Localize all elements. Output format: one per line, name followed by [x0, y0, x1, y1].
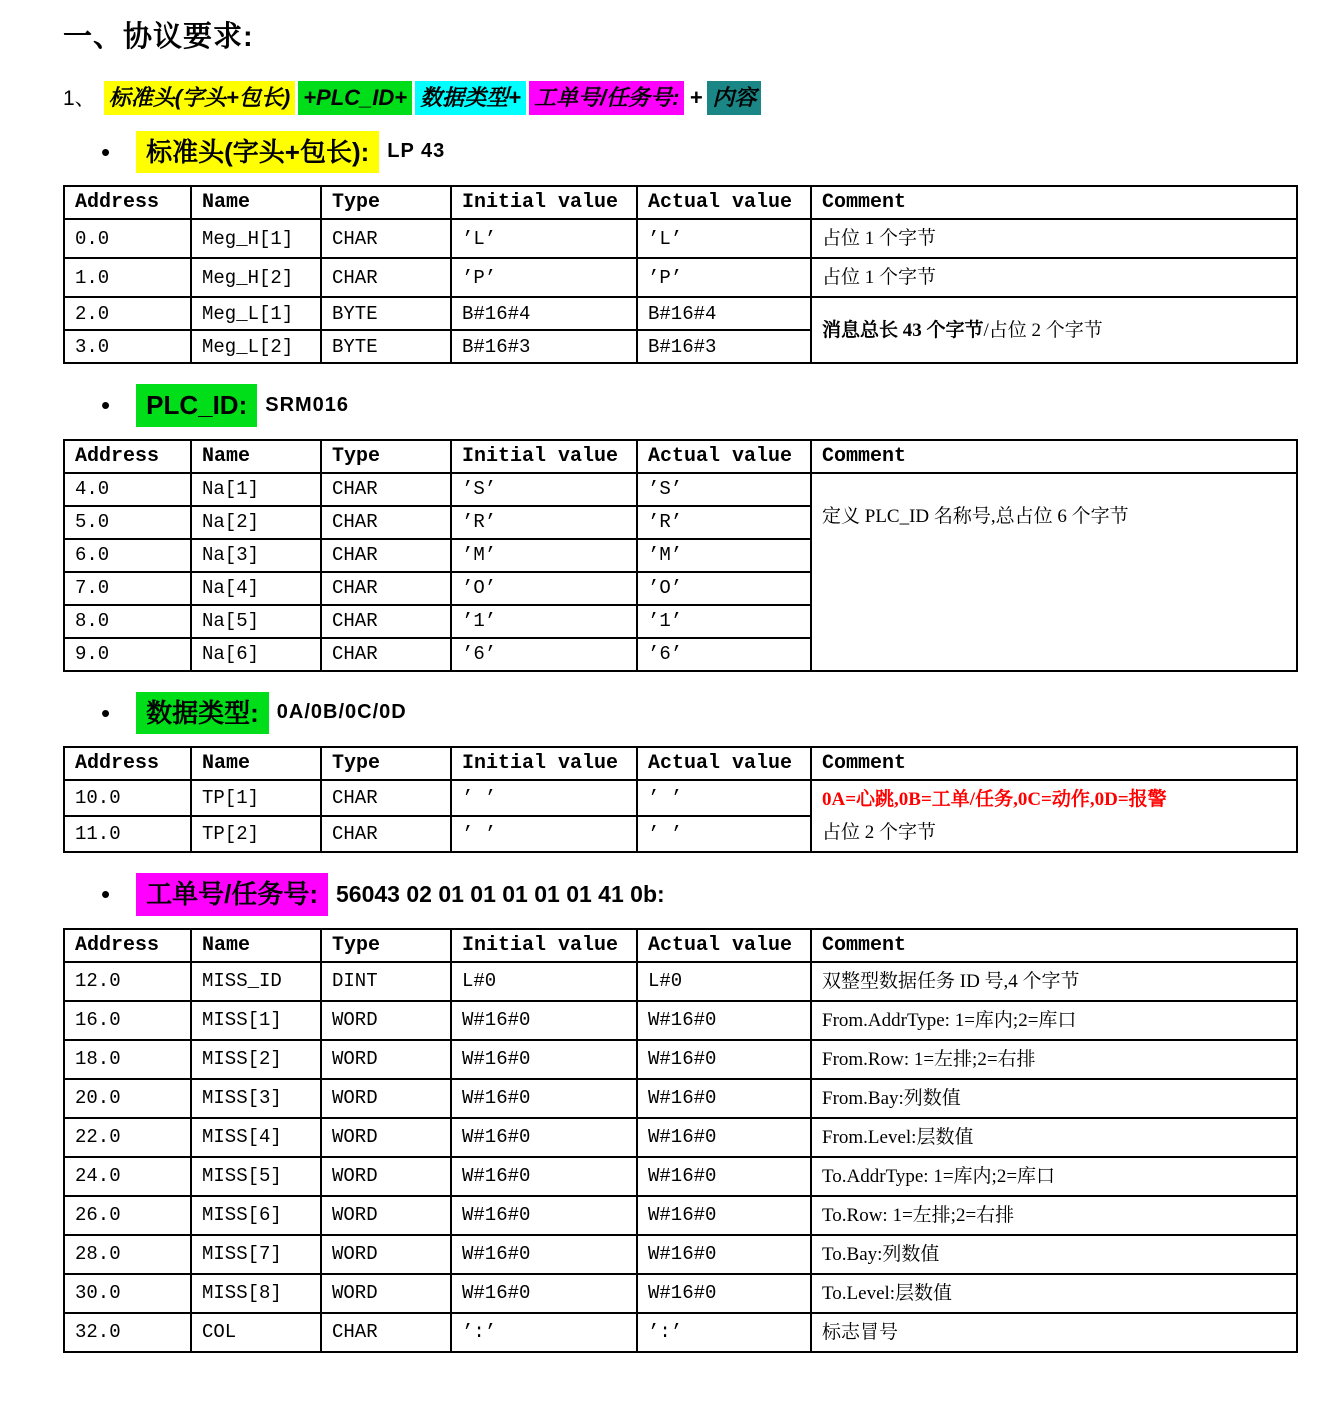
table-cell: 11.0 — [64, 816, 191, 852]
table-header-row — [64, 186, 1297, 219]
comment-text: 占位 1 个字节 — [822, 267, 937, 288]
table-cell: BYTE — [321, 330, 451, 363]
comment-cell — [811, 297, 1297, 363]
comment-text: 0A=心跳,0B=工单/任务,0C=动作,0D=报警 — [822, 789, 1167, 810]
protocol-table — [63, 746, 1298, 853]
table-cell: TP[2] — [191, 816, 321, 852]
comment-text: 占位 2 个字节 — [822, 822, 937, 843]
table-cell: 1.0 — [64, 258, 191, 297]
bullet-icon: • — [101, 879, 111, 910]
table-mount-plc-id — [63, 439, 1296, 672]
column-header: Actual value — [637, 440, 811, 473]
table-cell: B#16#4 — [637, 297, 811, 330]
comment-line — [822, 1316, 1286, 1349]
table-cell: ’L’ — [451, 219, 637, 258]
table-cell: Na[1] — [191, 473, 321, 506]
comment-line — [822, 1121, 1286, 1154]
table-cell: Na[3] — [191, 539, 321, 572]
table-row — [64, 1274, 1297, 1313]
formula-segment: 标准头(字头+包长) — [104, 81, 296, 115]
table-cell: COL — [191, 1313, 321, 1352]
formula-segment: +PLC_ID+ — [298, 81, 412, 115]
comment-cell — [811, 1274, 1297, 1313]
protocol-formula — [63, 81, 1296, 115]
table-cell: B#16#4 — [451, 297, 637, 330]
table-cell: CHAR — [321, 816, 451, 852]
column-header: Initial value — [451, 747, 637, 780]
comment-line — [822, 783, 1286, 816]
table-cell: MISS[2] — [191, 1040, 321, 1079]
section-heading-row — [63, 384, 1296, 427]
column-header: Actual value — [637, 186, 811, 219]
table-cell: ’O’ — [451, 572, 637, 605]
table-mount-work-order — [63, 928, 1296, 1353]
comment-cell — [811, 780, 1297, 852]
table-cell: BYTE — [321, 297, 451, 330]
table-mount-standard-header — [63, 185, 1296, 364]
table-cell: 2.0 — [64, 297, 191, 330]
column-header: Initial value — [451, 186, 637, 219]
table-cell: W#16#0 — [451, 1157, 637, 1196]
comment-line — [822, 1199, 1286, 1232]
table-cell: Na[4] — [191, 572, 321, 605]
table-cell: Meg_H[2] — [191, 258, 321, 297]
bullet-icon: • — [101, 390, 111, 421]
table-cell: 18.0 — [64, 1040, 191, 1079]
table-cell: 32.0 — [64, 1313, 191, 1352]
table-row — [64, 297, 1297, 330]
table-cell: ’M’ — [451, 539, 637, 572]
comment-text: To.AddrType: 1=库内;2=库口 — [822, 1165, 1056, 1187]
table-cell: W#16#0 — [637, 1157, 811, 1196]
table-cell: B#16#3 — [451, 330, 637, 363]
table-row — [64, 1157, 1297, 1196]
comment-line — [822, 500, 1286, 533]
section-value-data-type: 0A/0B/0C/0D — [276, 701, 407, 724]
section-heading-row — [63, 692, 1296, 735]
comment-cell — [811, 1040, 1297, 1079]
section-heading-row — [63, 131, 1296, 174]
table-cell: WORD — [321, 1235, 451, 1274]
comment-line — [822, 222, 1286, 255]
section-title-plc-id: PLC_ID: — [136, 384, 257, 427]
column-header: Actual value — [637, 747, 811, 780]
protocol-formula-segments — [104, 85, 765, 110]
section-title-standard-header: 标准头(字头+包长): — [136, 131, 379, 174]
table-cell: CHAR — [321, 572, 451, 605]
table-cell: 10.0 — [64, 780, 191, 816]
section-value-standard-header: LP 43 — [387, 140, 446, 163]
table-cell: W#16#0 — [637, 1001, 811, 1040]
table-cell: W#16#0 — [637, 1235, 811, 1274]
table-cell: WORD — [321, 1118, 451, 1157]
section-title-work-order: 工单号/任务号: — [136, 873, 328, 916]
table-cell: W#16#0 — [451, 1196, 637, 1235]
column-header: Address — [64, 929, 191, 962]
table-cell: 9.0 — [64, 638, 191, 671]
table-cell: ’:’ — [451, 1313, 637, 1352]
comment-cell — [811, 1313, 1297, 1352]
table-cell: W#16#0 — [451, 1235, 637, 1274]
table-header-row — [64, 440, 1297, 473]
table-cell: ’M’ — [637, 539, 811, 572]
comment-line — [822, 1004, 1286, 1037]
comment-text: To.Row: 1=左排;2=右排 — [822, 1204, 1015, 1226]
table-cell: ’ ’ — [637, 780, 811, 816]
table-cell: 0.0 — [64, 219, 191, 258]
table-cell: W#16#0 — [451, 1118, 637, 1157]
table-cell: 22.0 — [64, 1118, 191, 1157]
column-header: Address — [64, 186, 191, 219]
table-cell: 16.0 — [64, 1001, 191, 1040]
comment-text: From.Row: 1=左排;2=右排 — [822, 1048, 1036, 1070]
table-cell: CHAR — [321, 638, 451, 671]
table-cell: Na[5] — [191, 605, 321, 638]
table-cell: Meg_L[1] — [191, 297, 321, 330]
protocol-table — [63, 185, 1298, 364]
table-cell: 5.0 — [64, 506, 191, 539]
table-cell: 24.0 — [64, 1157, 191, 1196]
comment-line — [822, 1082, 1286, 1115]
table-cell: MISS[6] — [191, 1196, 321, 1235]
column-header: Initial value — [451, 929, 637, 962]
section-value-plc-id: SRM016 — [265, 393, 350, 416]
comment-cell — [811, 1235, 1297, 1274]
column-header: Name — [191, 929, 321, 962]
table-cell: 4.0 — [64, 473, 191, 506]
comment-cell — [811, 258, 1297, 297]
formula-segment: + — [689, 85, 703, 110]
table-cell: WORD — [321, 1196, 451, 1235]
table-cell: ’:’ — [637, 1313, 811, 1352]
comment-line — [822, 1043, 1286, 1076]
section-plc-id — [63, 384, 1296, 672]
table-cell: 28.0 — [64, 1235, 191, 1274]
comment-line — [822, 1238, 1286, 1271]
table-cell: MISS[8] — [191, 1274, 321, 1313]
table-cell: MISS[4] — [191, 1118, 321, 1157]
comment-cell — [811, 1001, 1297, 1040]
table-cell: L#0 — [637, 962, 811, 1001]
comment-text: 消息总长 43 个字节 — [822, 319, 984, 341]
table-header-row — [64, 747, 1297, 780]
table-cell: ’R’ — [451, 506, 637, 539]
table-cell: 8.0 — [64, 605, 191, 638]
table-cell: CHAR — [321, 539, 451, 572]
table-cell: ’6’ — [451, 638, 637, 671]
table-cell: ’P’ — [637, 258, 811, 297]
table-cell: MISS[7] — [191, 1235, 321, 1274]
column-header: Type — [321, 929, 451, 962]
table-row — [64, 780, 1297, 816]
table-header-row — [64, 929, 1297, 962]
section-title-data-type: 数据类型: — [136, 692, 269, 735]
formula-segment: 内容 — [707, 81, 761, 115]
table-cell: MISS[3] — [191, 1079, 321, 1118]
table-cell: W#16#0 — [637, 1274, 811, 1313]
table-cell: ’1’ — [637, 605, 811, 638]
table-row — [64, 1118, 1297, 1157]
column-header: Address — [64, 747, 191, 780]
comment-line — [822, 965, 1286, 998]
table-row — [64, 1079, 1297, 1118]
protocol-table — [63, 928, 1298, 1353]
table-cell: MISS_ID — [191, 962, 321, 1001]
table-cell: W#16#0 — [637, 1079, 811, 1118]
table-cell: 26.0 — [64, 1196, 191, 1235]
table-cell: WORD — [321, 1079, 451, 1118]
table-row — [64, 1196, 1297, 1235]
table-cell: W#16#0 — [451, 1001, 637, 1040]
table-cell: CHAR — [321, 506, 451, 539]
table-cell: WORD — [321, 1157, 451, 1196]
table-row — [64, 473, 1297, 506]
column-header: Initial value — [451, 440, 637, 473]
column-header: Type — [321, 747, 451, 780]
table-cell: MISS[5] — [191, 1157, 321, 1196]
comment-cell — [811, 473, 1297, 671]
table-cell: CHAR — [321, 258, 451, 297]
table-cell: DINT — [321, 962, 451, 1001]
bullet-icon: • — [101, 697, 111, 728]
column-header: Type — [321, 440, 451, 473]
table-cell: 20.0 — [64, 1079, 191, 1118]
table-row — [64, 1040, 1297, 1079]
table-cell: ’6’ — [637, 638, 811, 671]
table-cell: ’ ’ — [451, 816, 637, 852]
comment-cell — [811, 1079, 1297, 1118]
comment-text: 双整型数据任务 ID 号,4 个字节 — [822, 970, 1080, 992]
comment-line — [822, 1277, 1286, 1310]
table-cell: 3.0 — [64, 330, 191, 363]
comment-text: From.AddrType: 1=库内;2=库口 — [822, 1009, 1077, 1031]
table-row — [64, 258, 1297, 297]
comment-text: To.Level:层数值 — [822, 1282, 953, 1304]
column-header: Name — [191, 747, 321, 780]
table-cell: 12.0 — [64, 962, 191, 1001]
table-cell: CHAR — [321, 1313, 451, 1352]
formula-segment: 数据类型+ — [415, 81, 526, 115]
table-cell: Meg_L[2] — [191, 330, 321, 363]
table-cell: CHAR — [321, 605, 451, 638]
table-cell: ’L’ — [637, 219, 811, 258]
table-row — [64, 1235, 1297, 1274]
comment-line — [822, 816, 1286, 849]
column-header: Type — [321, 186, 451, 219]
table-cell: W#16#0 — [637, 1118, 811, 1157]
formula-segment: 工单号/任务号: — [529, 81, 684, 115]
column-header: Name — [191, 440, 321, 473]
table-cell: W#16#0 — [451, 1079, 637, 1118]
comment-text: /占位 2 个字节 — [983, 319, 1103, 341]
column-header: Comment — [811, 186, 1297, 219]
protocol-table — [63, 439, 1298, 672]
column-header: Name — [191, 186, 321, 219]
column-header: Comment — [811, 440, 1297, 473]
table-cell: ’R’ — [637, 506, 811, 539]
table-cell: MISS[1] — [191, 1001, 321, 1040]
comment-cell — [811, 1118, 1297, 1157]
document-heading: 一、协议要求: — [63, 21, 254, 53]
table-cell: CHAR — [321, 780, 451, 816]
section-heading-row — [63, 873, 1296, 916]
comment-text: To.Bay:列数值 — [822, 1243, 940, 1265]
section-data-type — [63, 692, 1296, 854]
table-cell: WORD — [321, 1274, 451, 1313]
comment-text: 定义 PLC_ID 名称号,总占位 6 个字节 — [822, 505, 1129, 527]
bullet-icon: • — [101, 136, 111, 167]
section-value-work-order: 56043 02 01 01 01 01 01 41 0b: — [336, 880, 665, 907]
table-cell: ’O’ — [637, 572, 811, 605]
table-cell: L#0 — [451, 962, 637, 1001]
comment-text: 标志冒号 — [822, 1321, 899, 1343]
table-cell: ’ ’ — [451, 780, 637, 816]
table-cell: CHAR — [321, 219, 451, 258]
table-row — [64, 1313, 1297, 1352]
table-row — [64, 219, 1297, 258]
table-cell: CHAR — [321, 473, 451, 506]
table-cell: ’ ’ — [637, 816, 811, 852]
table-cell: B#16#3 — [637, 330, 811, 363]
table-cell: 6.0 — [64, 539, 191, 572]
table-cell: ’1’ — [451, 605, 637, 638]
comment-text: 占位 1 个字节 — [822, 228, 937, 249]
table-cell: ’P’ — [451, 258, 637, 297]
column-header: Comment — [811, 747, 1297, 780]
section-standard-header — [63, 131, 1296, 365]
comment-cell — [811, 1196, 1297, 1235]
table-cell: 7.0 — [64, 572, 191, 605]
table-cell: W#16#0 — [637, 1196, 811, 1235]
comment-line — [822, 1160, 1286, 1193]
table-cell: ’S’ — [451, 473, 637, 506]
comment-cell — [811, 962, 1297, 1001]
table-cell: WORD — [321, 1040, 451, 1079]
table-cell: W#16#0 — [637, 1040, 811, 1079]
table-cell: Na[2] — [191, 506, 321, 539]
comment-cell — [811, 219, 1297, 258]
comment-line — [822, 261, 1286, 294]
column-header: Comment — [811, 929, 1297, 962]
table-cell: Meg_H[1] — [191, 219, 321, 258]
comment-cell — [811, 1157, 1297, 1196]
comment-text: From.Level:层数值 — [822, 1126, 974, 1148]
table-cell: WORD — [321, 1001, 451, 1040]
table-cell: Na[6] — [191, 638, 321, 671]
table-row — [64, 962, 1297, 1001]
table-cell: TP[1] — [191, 780, 321, 816]
column-header: Actual value — [637, 929, 811, 962]
table-cell: ’S’ — [637, 473, 811, 506]
formula-number: 1、 — [63, 87, 96, 110]
table-cell: W#16#0 — [451, 1274, 637, 1313]
column-header: Address — [64, 440, 191, 473]
comment-line — [822, 314, 1286, 347]
comment-text: From.Bay:列数值 — [822, 1087, 961, 1109]
section-work-order — [63, 873, 1296, 1353]
table-mount-data-type — [63, 746, 1296, 853]
table-row — [64, 1001, 1297, 1040]
table-cell: W#16#0 — [451, 1040, 637, 1079]
table-cell: 30.0 — [64, 1274, 191, 1313]
